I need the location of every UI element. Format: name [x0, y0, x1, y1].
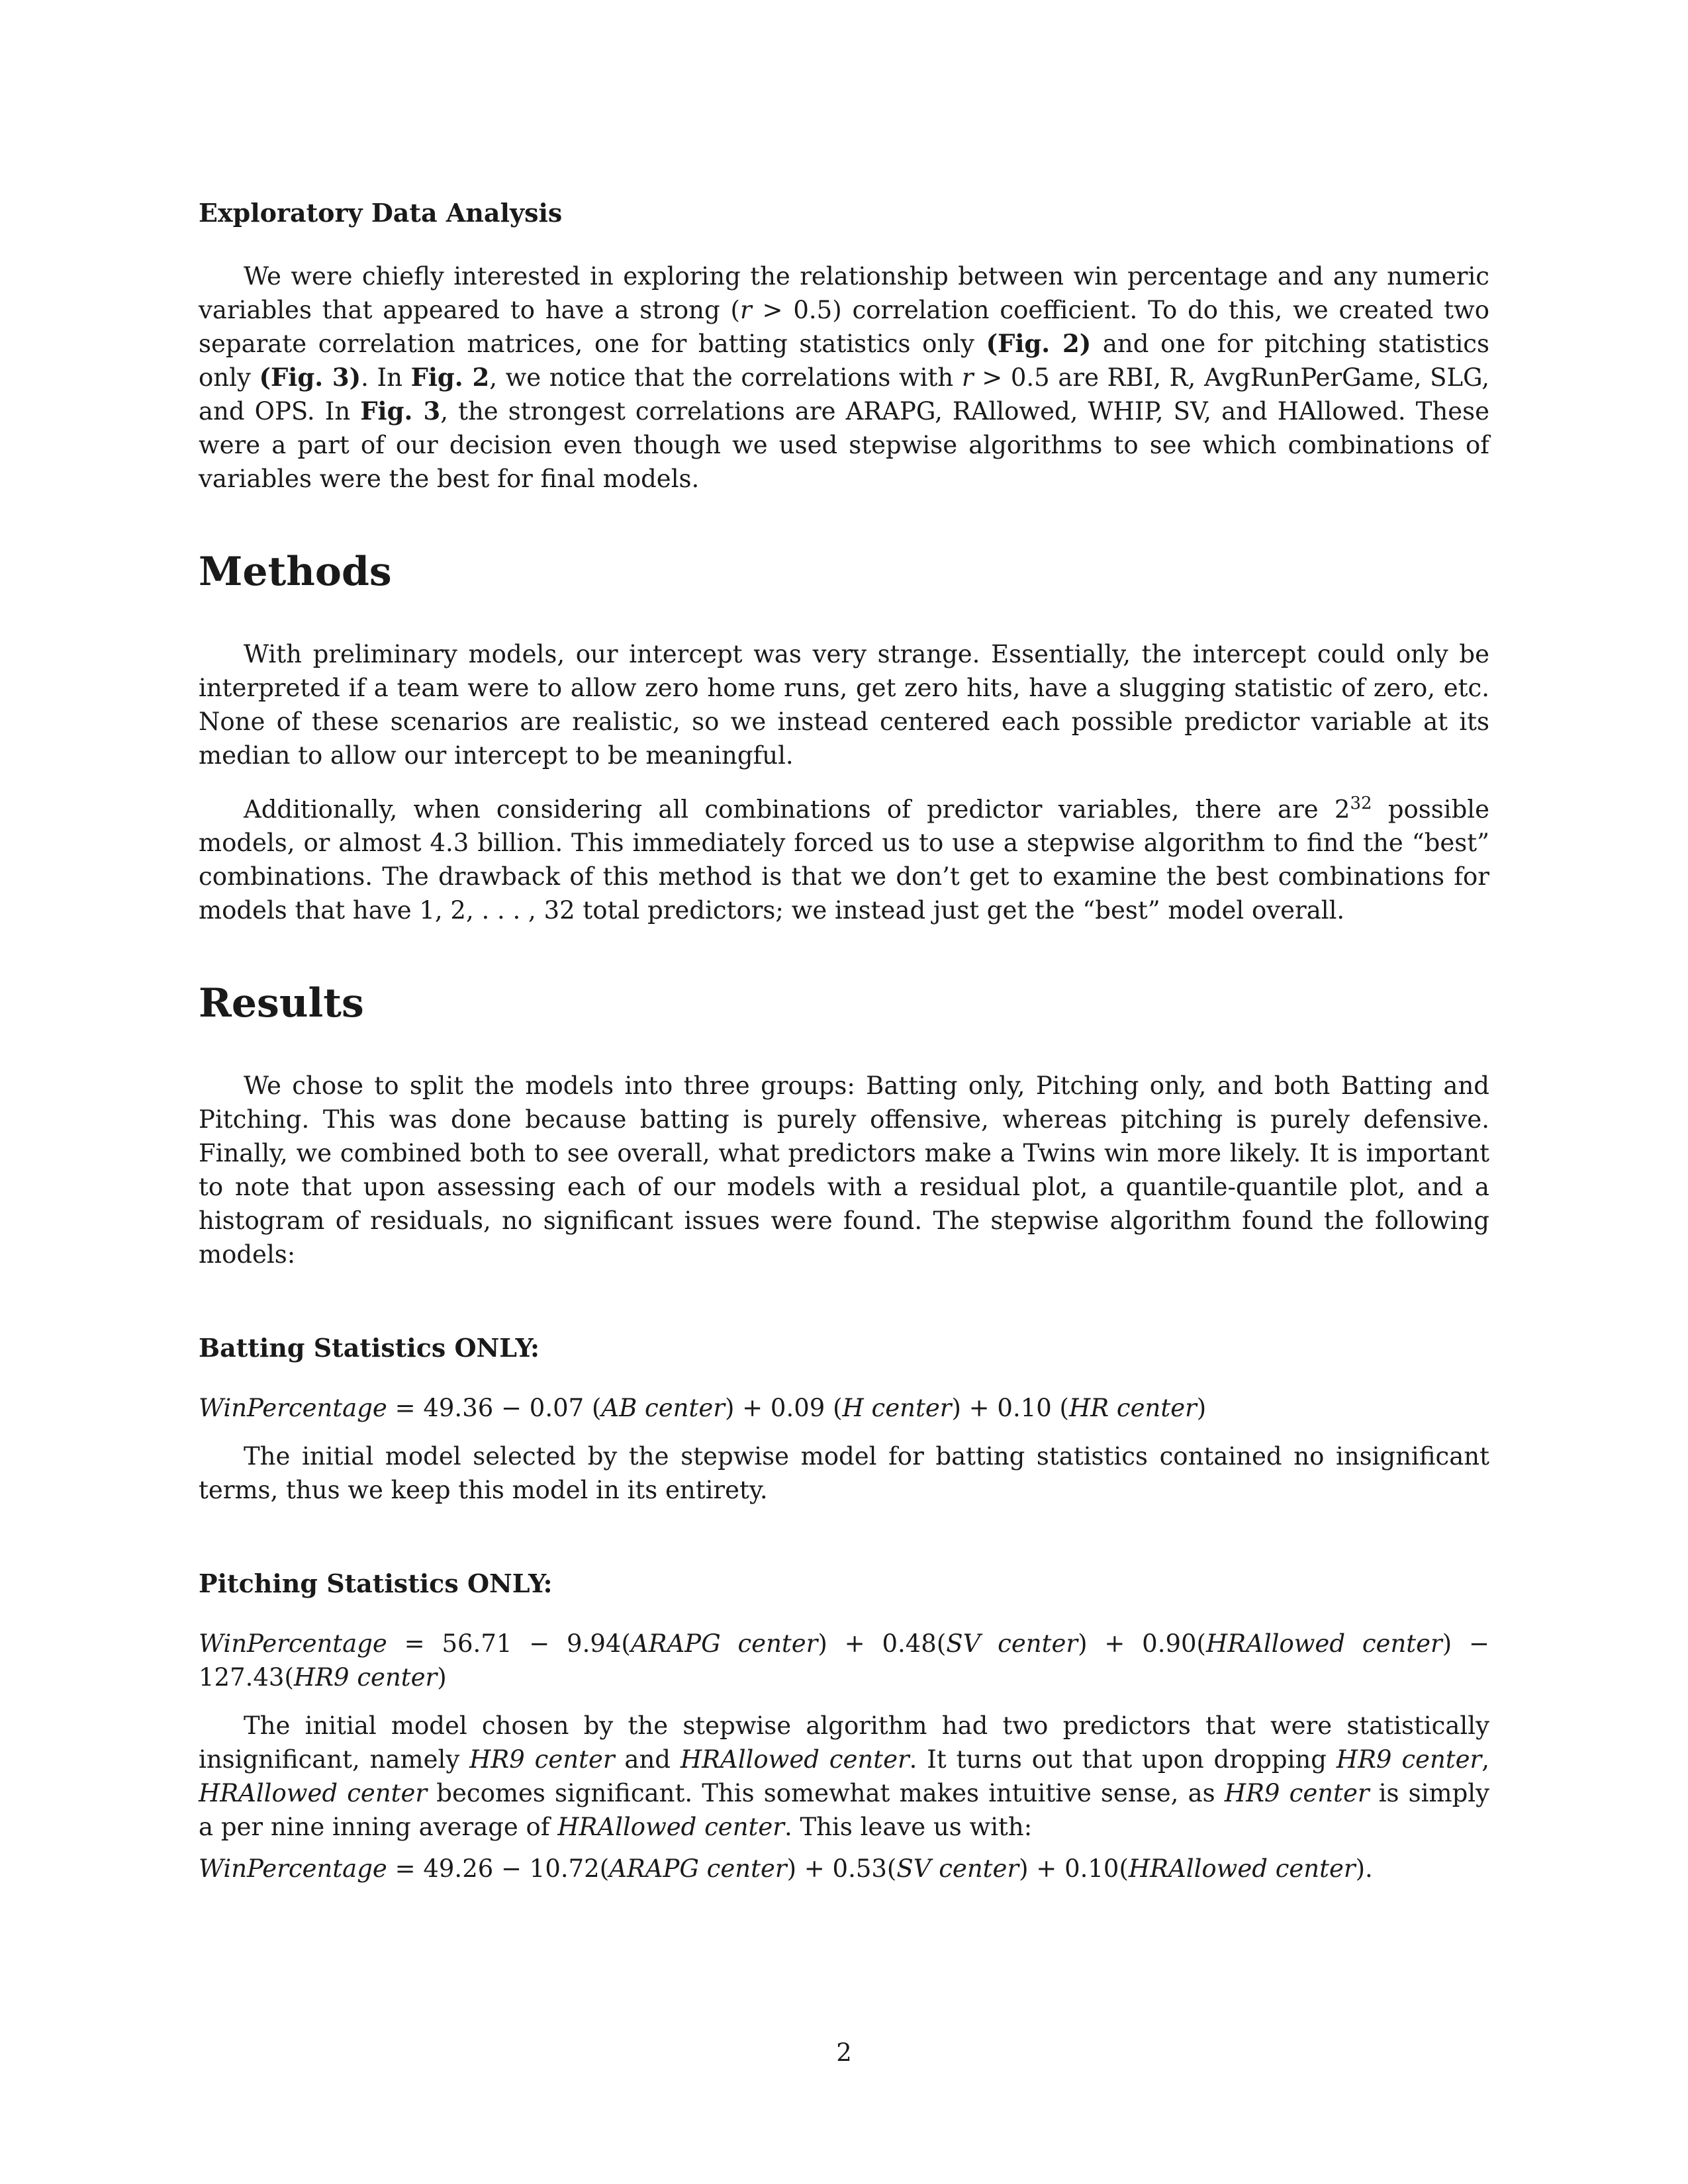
text-run: , the strongest correlations are ARAPG, RAllowed, WHIP, SV, and HAllowed. These were a part of our decision even though we used stepwise algorithms to see which combinations of variables were the best for final models.	[199, 397, 1490, 493]
text-run: . In	[361, 363, 411, 392]
eq-var: HR center	[1069, 1394, 1197, 1423]
methods-paragraph-2	[199, 787, 1489, 927]
math-var: r	[961, 363, 974, 392]
pitching-equation-1	[199, 1627, 1489, 1694]
eq-var: HR9 center	[293, 1663, 438, 1692]
pitching-heading: Pitching Statistics ONLY:	[199, 1569, 553, 1599]
fig-ref: Fig. 3	[360, 396, 441, 426]
text-run: becomes significant. This somewhat makes intuitive sense, as	[427, 1779, 1225, 1808]
eq-term: ) + 0.10(	[1019, 1854, 1129, 1884]
text-run: ,	[1481, 1745, 1489, 1774]
pitching-paragraph	[199, 1709, 1489, 1844]
text-run: The initial model chosen by the stepwise algorithm had two predictors that were statistically insignificant, namely	[199, 1711, 1489, 1774]
math-var: HR9 center	[1336, 1745, 1482, 1774]
eq-term: ) + 0.53(	[786, 1854, 897, 1884]
pitching-equation-2	[199, 1852, 1489, 1886]
eq-term: ) + 0.10 (	[951, 1394, 1069, 1423]
eq-term: )	[1196, 1394, 1207, 1423]
eq-lhs: WinPercentage	[199, 1629, 387, 1659]
eda-heading: Exploratory Data Analysis	[199, 198, 563, 228]
eq-term: = 56.71 − 9.94(	[387, 1629, 631, 1659]
eq-term: ) + 0.90(	[1078, 1629, 1206, 1659]
eq-term: = 49.26 − 10.72(	[387, 1854, 610, 1884]
eq-var: SV center	[946, 1629, 1078, 1659]
fig-ref: (Fig. 2)	[986, 329, 1092, 358]
text-run: . It turns out that upon dropping	[909, 1745, 1336, 1774]
math-var: HRAllowed center	[199, 1779, 428, 1808]
fig-ref: Fig. 2	[410, 363, 490, 392]
eq-term: ) − 127.43(	[199, 1629, 1489, 1692]
page-content	[199, 196, 1489, 1886]
eq-term: )	[437, 1663, 447, 1692]
math-var: HR9 center	[469, 1745, 615, 1774]
eq-term: ) + 0.09 (	[724, 1394, 843, 1423]
text-run: and	[614, 1745, 680, 1774]
math-var: HRAllowed center	[680, 1745, 910, 1774]
text-run: and one for pitching statistics only	[199, 330, 1490, 392]
batting-heading: Batting Statistics ONLY:	[199, 1333, 540, 1363]
text-run: . This leave us with:	[784, 1813, 1033, 1842]
text-run: , we notice that the correlations with	[489, 363, 962, 392]
text-run: is simply a per nine inning average of	[199, 1779, 1490, 1842]
text-run: > 0.5) correlation coefficient. To do this, we created two separate correlation matrices, one for batting statistics only	[199, 296, 1489, 358]
text-run: possible models, or almost 4.3 billion. This immediately forced us to use a stepwise algorithm to find the “best” combinations. The drawback of this method is that we don’t get to examine the best combinations for models that have 1, 2, . . . , 32 total predictors; we instead just get the “best” model overall.	[199, 795, 1490, 925]
text-run: We were chiefly interested in exploring the relationship between win percentage and any numeric variables that appeared to have a strong (	[199, 262, 1489, 324]
eq-var: AB center	[601, 1394, 725, 1423]
math-var: r	[739, 296, 752, 324]
math-var: HRAllowed center	[557, 1813, 784, 1842]
eq-term: ).	[1355, 1854, 1373, 1884]
math-var: HR9 center	[1224, 1779, 1370, 1808]
results-heading: Results	[199, 980, 364, 1027]
batting-paragraph: The initial model selected by the stepwise model for batting statistics contained no insignificant terms, thus we keep this model in its entirety.	[199, 1442, 1489, 1505]
eq-lhs: WinPercentage	[199, 1854, 387, 1884]
eq-var: ARAPG center	[609, 1854, 787, 1884]
methods-heading: Methods	[199, 549, 392, 595]
eq-lhs: WinPercentage	[199, 1394, 387, 1423]
batting-equation	[199, 1391, 1489, 1425]
results-paragraph: We chose to split the models into three groups: Batting only, Pitching only, and both Batting and Pitching. This was done because batting is purely offensive, whereas pitching is purely defensive. Finally, we combined both to see overall, what predictors make a Twins win more likely. It is important to note that upon assessing each of our models with a residual plot, a quantile-quantile plot, and a histogram of residuals, no significant issues were found. The stepwise algorithm found the following models:	[199, 1071, 1489, 1269]
text-run: > 0.5 are RBI, R, AvgRunPerGame, SLG, and OPS. In	[199, 363, 1490, 426]
eq-var: HRAllowed center	[1205, 1629, 1442, 1659]
eq-term: = 49.36 − 0.07 (	[387, 1394, 602, 1423]
eq-var: SV center	[896, 1854, 1019, 1884]
eq-var: HRAllowed center	[1128, 1854, 1356, 1884]
eq-var: H center	[842, 1394, 952, 1423]
eq-var: ARAPG center	[630, 1629, 818, 1659]
eda-paragraph	[199, 259, 1489, 496]
eq-term: ) + 0.48(	[818, 1629, 947, 1659]
text-run: Additionally, when considering all combinations of predictor variables, there are 2	[244, 795, 1350, 824]
superscript: 32	[1350, 794, 1372, 813]
page-number: 2	[836, 2038, 852, 2067]
methods-paragraph-1: With preliminary models, our intercept was very strange. Essentially, the intercept could only be interpreted if a team were to allow zero home runs, get zero hits, have a slugging statistic of zero, etc. None of these scenarios are realistic, so we instead centered each possible predictor variable at its median to allow our intercept to be meaningful.	[199, 640, 1489, 770]
fig-ref: (Fig. 3)	[259, 363, 361, 392]
